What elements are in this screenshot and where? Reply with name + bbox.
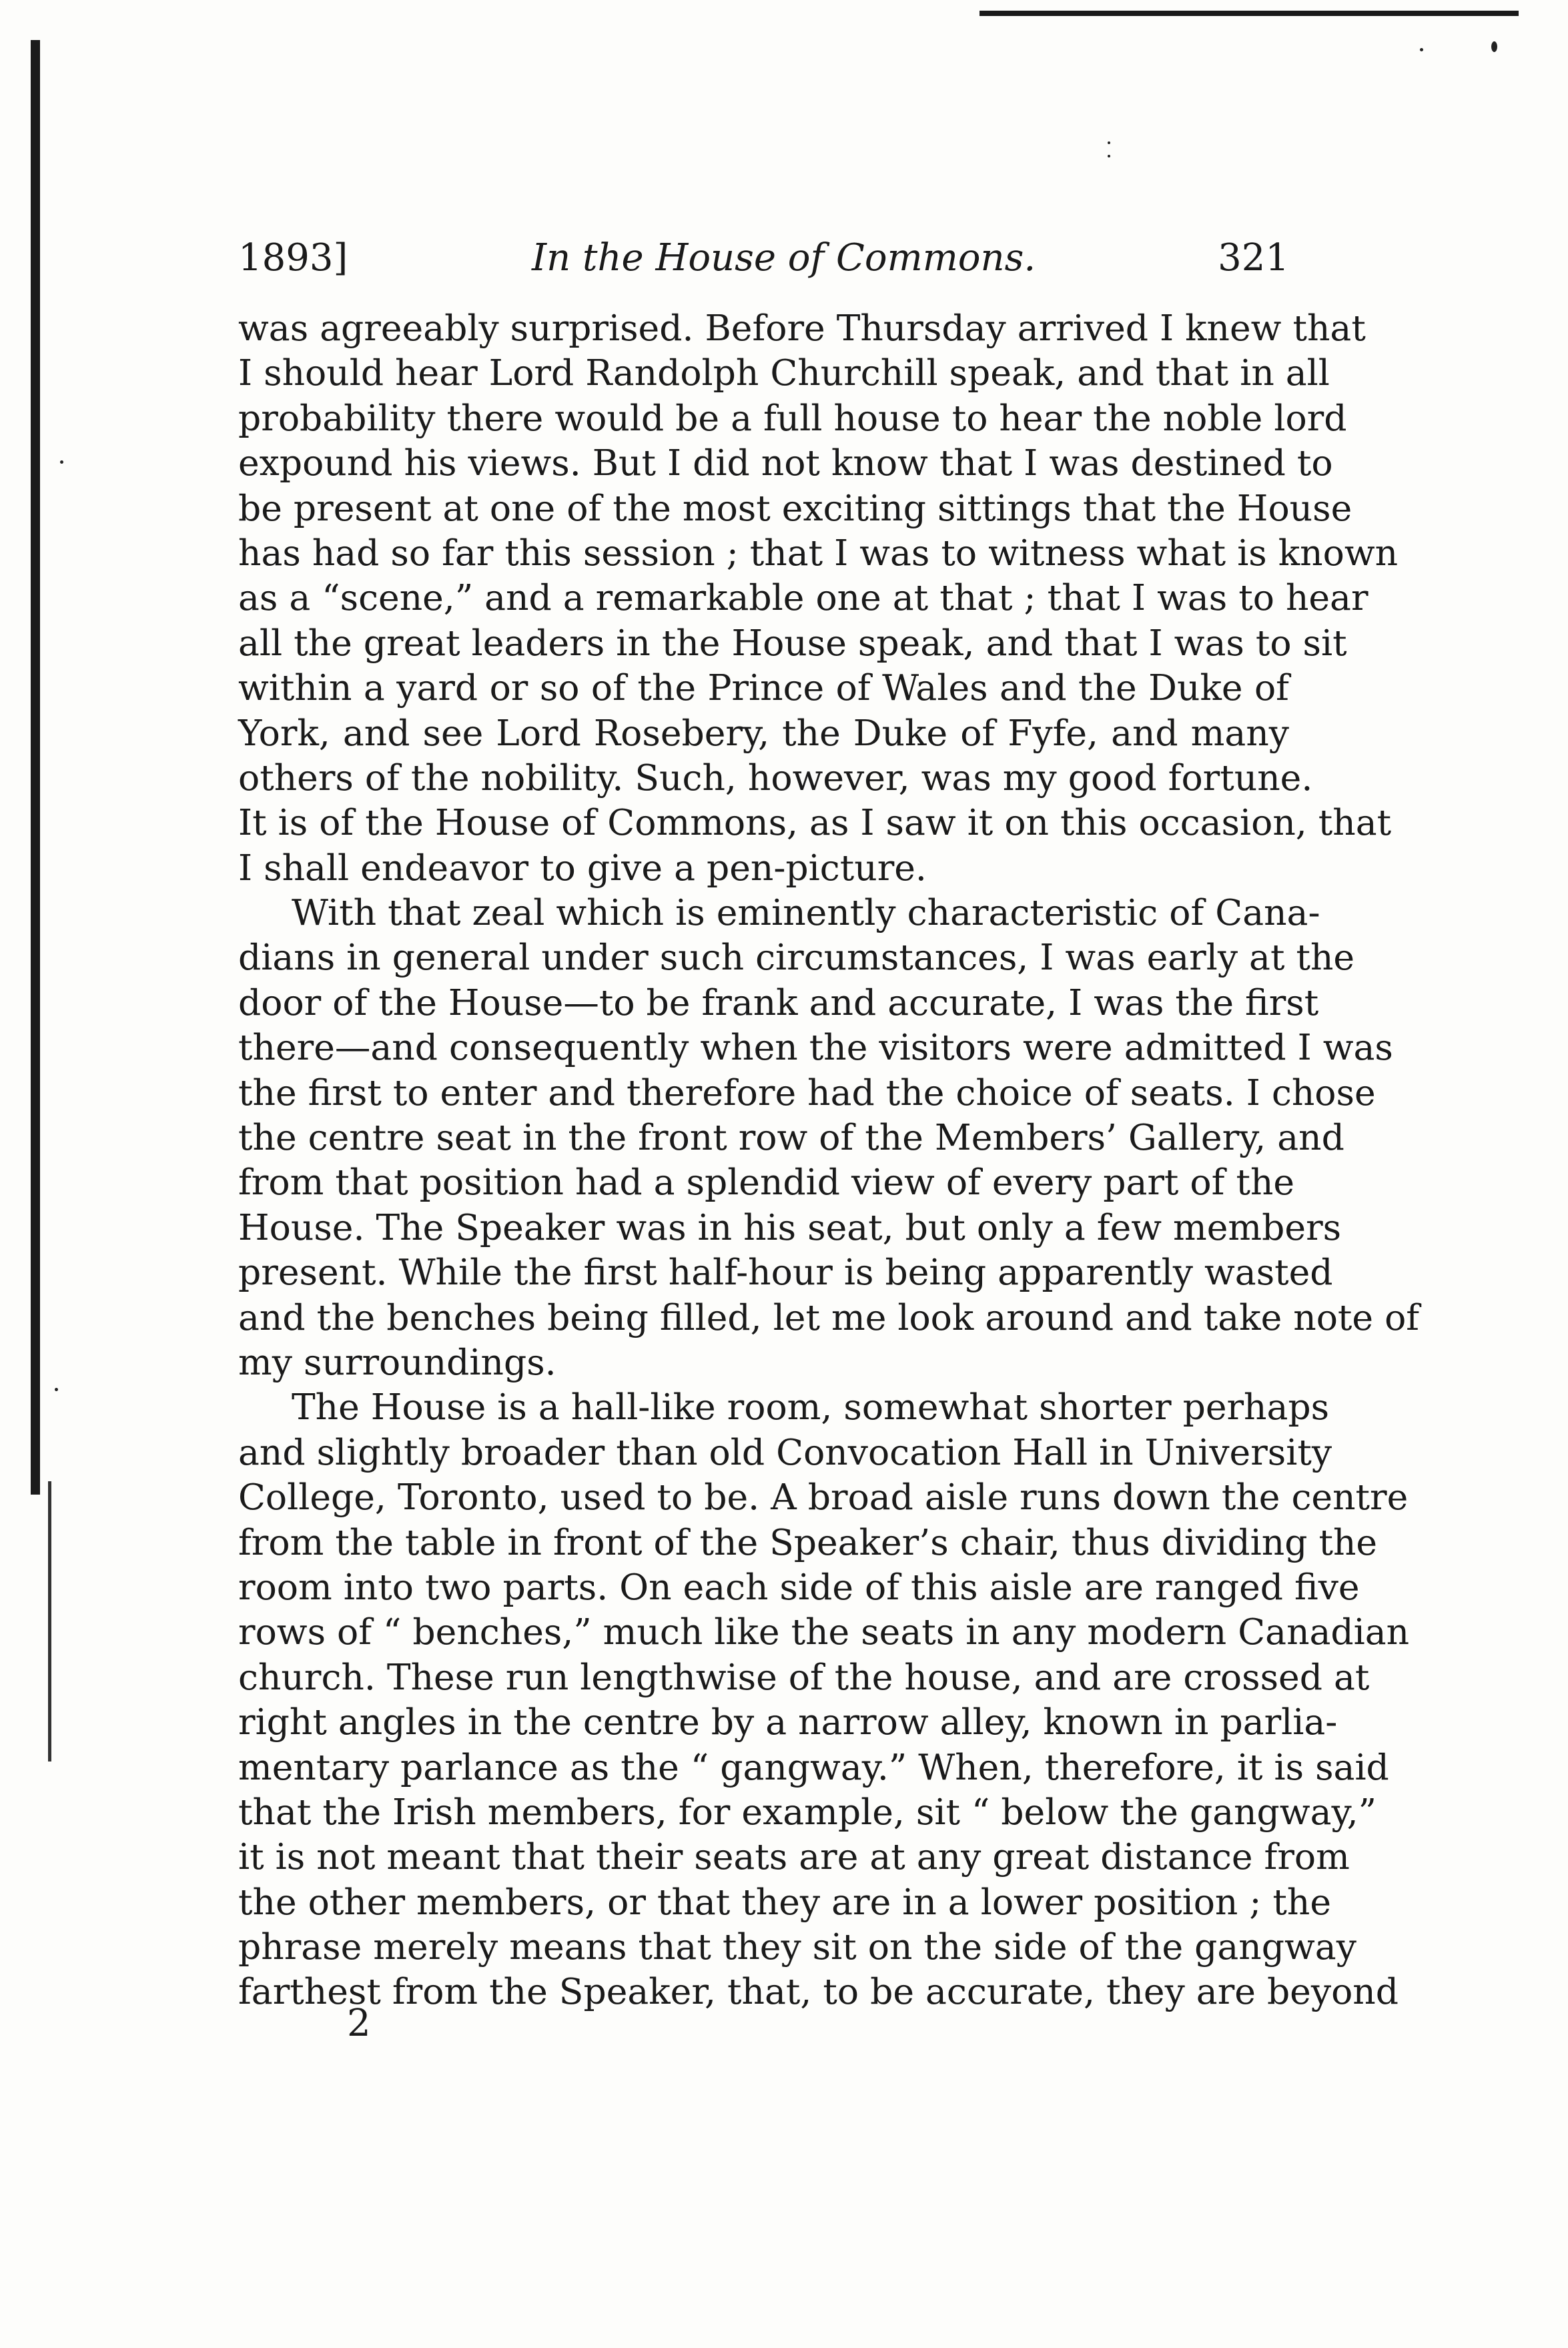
text-line: House. The Speaker was in his seat, but only a few members [238,1206,1342,1248]
text-line: the other members, or that they are in a lower position ; the [238,1880,1332,1923]
text-line: was agreeably surprised. Before Thursday arrived I knew that [238,307,1366,349]
running-head [238,236,1289,283]
text-line: as a “scene,” and a remarkable one at that ; that I was to hear [238,576,1368,619]
text-line: right angles in the centre by a narrow alley, known in parlia- [238,1701,1338,1743]
scan-speck [55,1388,58,1391]
text-line: be present at one of the most exciting sittings that the House [238,486,1352,529]
scan-border-rule [979,11,1519,16]
text-line: church. These run lengthwise of the house, and are crossed at [238,1655,1370,1698]
text-line: and the benches being filled, let me look around and take note of [238,1296,1420,1338]
text-line: mentary parlance as the “ gangway.” When, therefore, it is said [238,1745,1389,1788]
scan-speck [60,460,63,464]
text-line: probability there would be a full house to hear the noble lord [238,396,1347,439]
running-head-title: In the House of Commons. [532,236,1036,280]
text-line: York, and see Lord Rosebery, the Duke of Fyfe, and many [238,711,1289,754]
text-line: I shall endeavor to give a pen-picture. [238,846,927,889]
scan-speck [1108,141,1110,144]
signature-mark: 2 [347,2002,371,2045]
text-line: With that zeal which is eminently characteristic of Cana- [292,891,1320,934]
text-line: farthest from the Speaker, that, to be accurate, they are beyond [238,1970,1399,2013]
text-line: door of the House—to be frank and accurate, I was the first [238,981,1319,1024]
text-line: all the great leaders in the House speak, and that I was to sit [238,621,1347,664]
scan-speck [1108,155,1110,157]
text-line: The House is a hall-like room, somewhat shorter perhaps [292,1386,1330,1429]
body-text [238,306,1420,2014]
text-line: present. While the first half-hour is being apparently wasted [238,1251,1333,1294]
text-line: It is of the House of Commons, as I saw it on this occasion, that [238,801,1392,844]
text-line: within a yard or so of the Prince of Wales and the Duke of [238,667,1289,709]
scan-speck [1491,41,1497,52]
text-line: College, Toronto, used to be. A broad aisle runs down the centre [238,1476,1409,1519]
text-line: rows of “ benches,” much like the seats in any modern Canadian [238,1611,1410,1653]
running-head-year: 1893] [238,236,348,280]
scan-binding-shadow [31,40,40,1495]
text-line: the centre seat in the front row of the Members’ Gallery, and [238,1116,1344,1159]
scan-margin-mark [48,1481,51,1762]
text-line: from that position had a splendid view of every part of the [238,1161,1295,1204]
text-line: and slightly broader than old Convocation Hall in University [238,1431,1332,1473]
text-line: it is not meant that their seats are at any great distance from [238,1836,1350,1878]
text-line: dians in general under such circumstances, I was early at the [238,936,1355,979]
text-line: there—and consequently when the visitors were admitted I was [238,1026,1393,1069]
text-line: others of the nobility. Such, however, was my good fortune. [238,756,1313,799]
text-line: that the Irish members, for example, sit “ below the gangway,” [238,1790,1377,1833]
page-number: 321 [1218,236,1289,280]
text-line: expound his views. But I did not know that I was destined to [238,442,1333,484]
text-line: from the table in front of the Speaker’s chair, thus dividing the [238,1521,1378,1563]
text-line: has had so far this session ; that I was to witness what is known [238,531,1399,574]
text-line: the first to enter and therefore had the choice of seats. I chose [238,1071,1376,1114]
text-line: phrase merely means that they sit on the side of the gangway [238,1926,1356,1968]
text-line: I should hear Lord Randolph Churchill speak, and that in all [238,352,1330,394]
text-line: my surroundings. [238,1340,556,1383]
text-line: room into two parts. On each side of this aisle are ranged five [238,1565,1360,1608]
scan-speck [1420,48,1423,51]
